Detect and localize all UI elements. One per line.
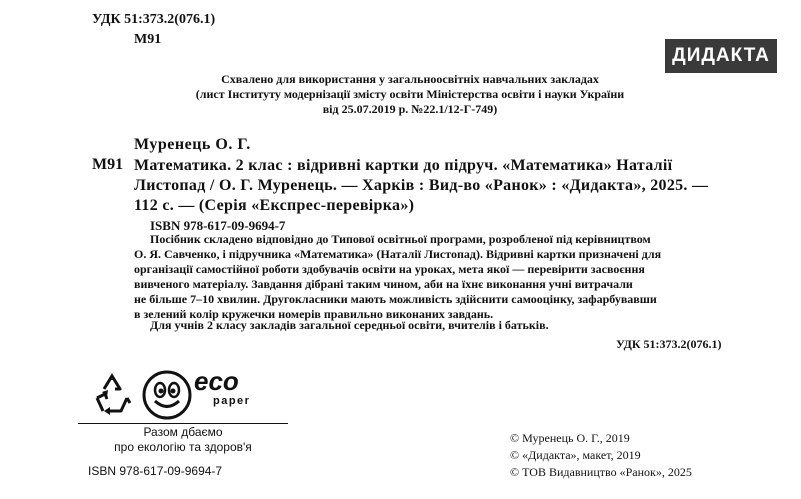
abstract-line: організації самостійної роботи здобувачів освіти на уроках, мета якої — перевірити засвоєння — [134, 262, 645, 276]
bibliographic-description — [134, 156, 764, 216]
publisher-logo — [665, 39, 777, 73]
eco-logo-paper: paper — [213, 395, 251, 407]
copyright-block — [510, 430, 692, 481]
copyright-line: © «Дидакта», макет, 2019 — [510, 448, 641, 462]
author-name: Муренець О. Г. — [134, 136, 251, 153]
audience-note: Для учнів 2 класу закладів загальної середньої освіти, вчителів і батьків. — [150, 318, 549, 332]
udk-code-bottom: УДК 51:373.2(076.1) — [616, 337, 722, 351]
abstract-line: не більше 7–10 хвилин. Другокласники мають можливість здійснити самооцінку, зафарбувавши — [134, 292, 657, 306]
abstract-line: Посібник складено відповідно до Типової освітньої програми, розробленої під керівництвом — [150, 232, 651, 246]
smiley-icon — [140, 368, 194, 422]
eco-caption — [78, 425, 288, 455]
eco-logo-word: eco — [194, 366, 239, 396]
copyright-line: © Муренець О. Г., 2019 — [510, 431, 630, 445]
approval-line: (лист Інституту модернізації змісту освіти Міністерства освіти і науки України — [195, 87, 625, 101]
recycle-icon — [88, 370, 136, 418]
udk-code-top: УДК 51:373.2(076.1) — [92, 12, 216, 27]
author-sign-mid: М91 — [92, 156, 124, 173]
isbn-bottom: ISBN 978-617-09-9694-7 — [88, 464, 223, 478]
approval-line: Схвалено для використання у загальноосвітніх навчальних закладах — [221, 72, 599, 86]
copyright-line: © ТОВ Видавництво «Ранок», 2025 — [510, 465, 692, 479]
divider — [78, 423, 288, 424]
isbn-main: ISBN 978-617-09-9694-7 — [150, 218, 286, 233]
approval-block — [150, 72, 670, 117]
description-line: Математика. 2 клас : відривні картки до підруч. «Математика» Наталії — [134, 157, 673, 174]
abstract-line: вивченого матеріалу. Завдання дібрані таким чином, аби на їхнє виконання учні витрачали — [134, 277, 633, 291]
abstract-line: в зелений колір кружечки номерів правильно виконаних завдань. — [134, 307, 494, 321]
abstract-line: О. Я. Савченко, і підручника «Математика» (Наталії Листопад). Відривні картки призначені для — [134, 247, 662, 261]
publisher-logo-text: ДИДАКТА — [672, 45, 770, 66]
eco-caption-line: Разом дбаємо — [143, 425, 223, 439]
description-line: Листопад / О. Г. Муренець. — Харків : Вид-во «Ранок» : «Дидакта», 2025. — — [134, 177, 709, 194]
description-line: 112 с. — (Серія «Експрес-перевірка») — [134, 197, 415, 214]
author-sign-top: М91 — [134, 32, 162, 47]
approval-line: від 25.07.2019 р. №22.1/12-Г-749) — [322, 102, 498, 116]
eco-caption-line: про екологію та здоров'я — [114, 440, 252, 454]
abstract — [134, 232, 764, 322]
